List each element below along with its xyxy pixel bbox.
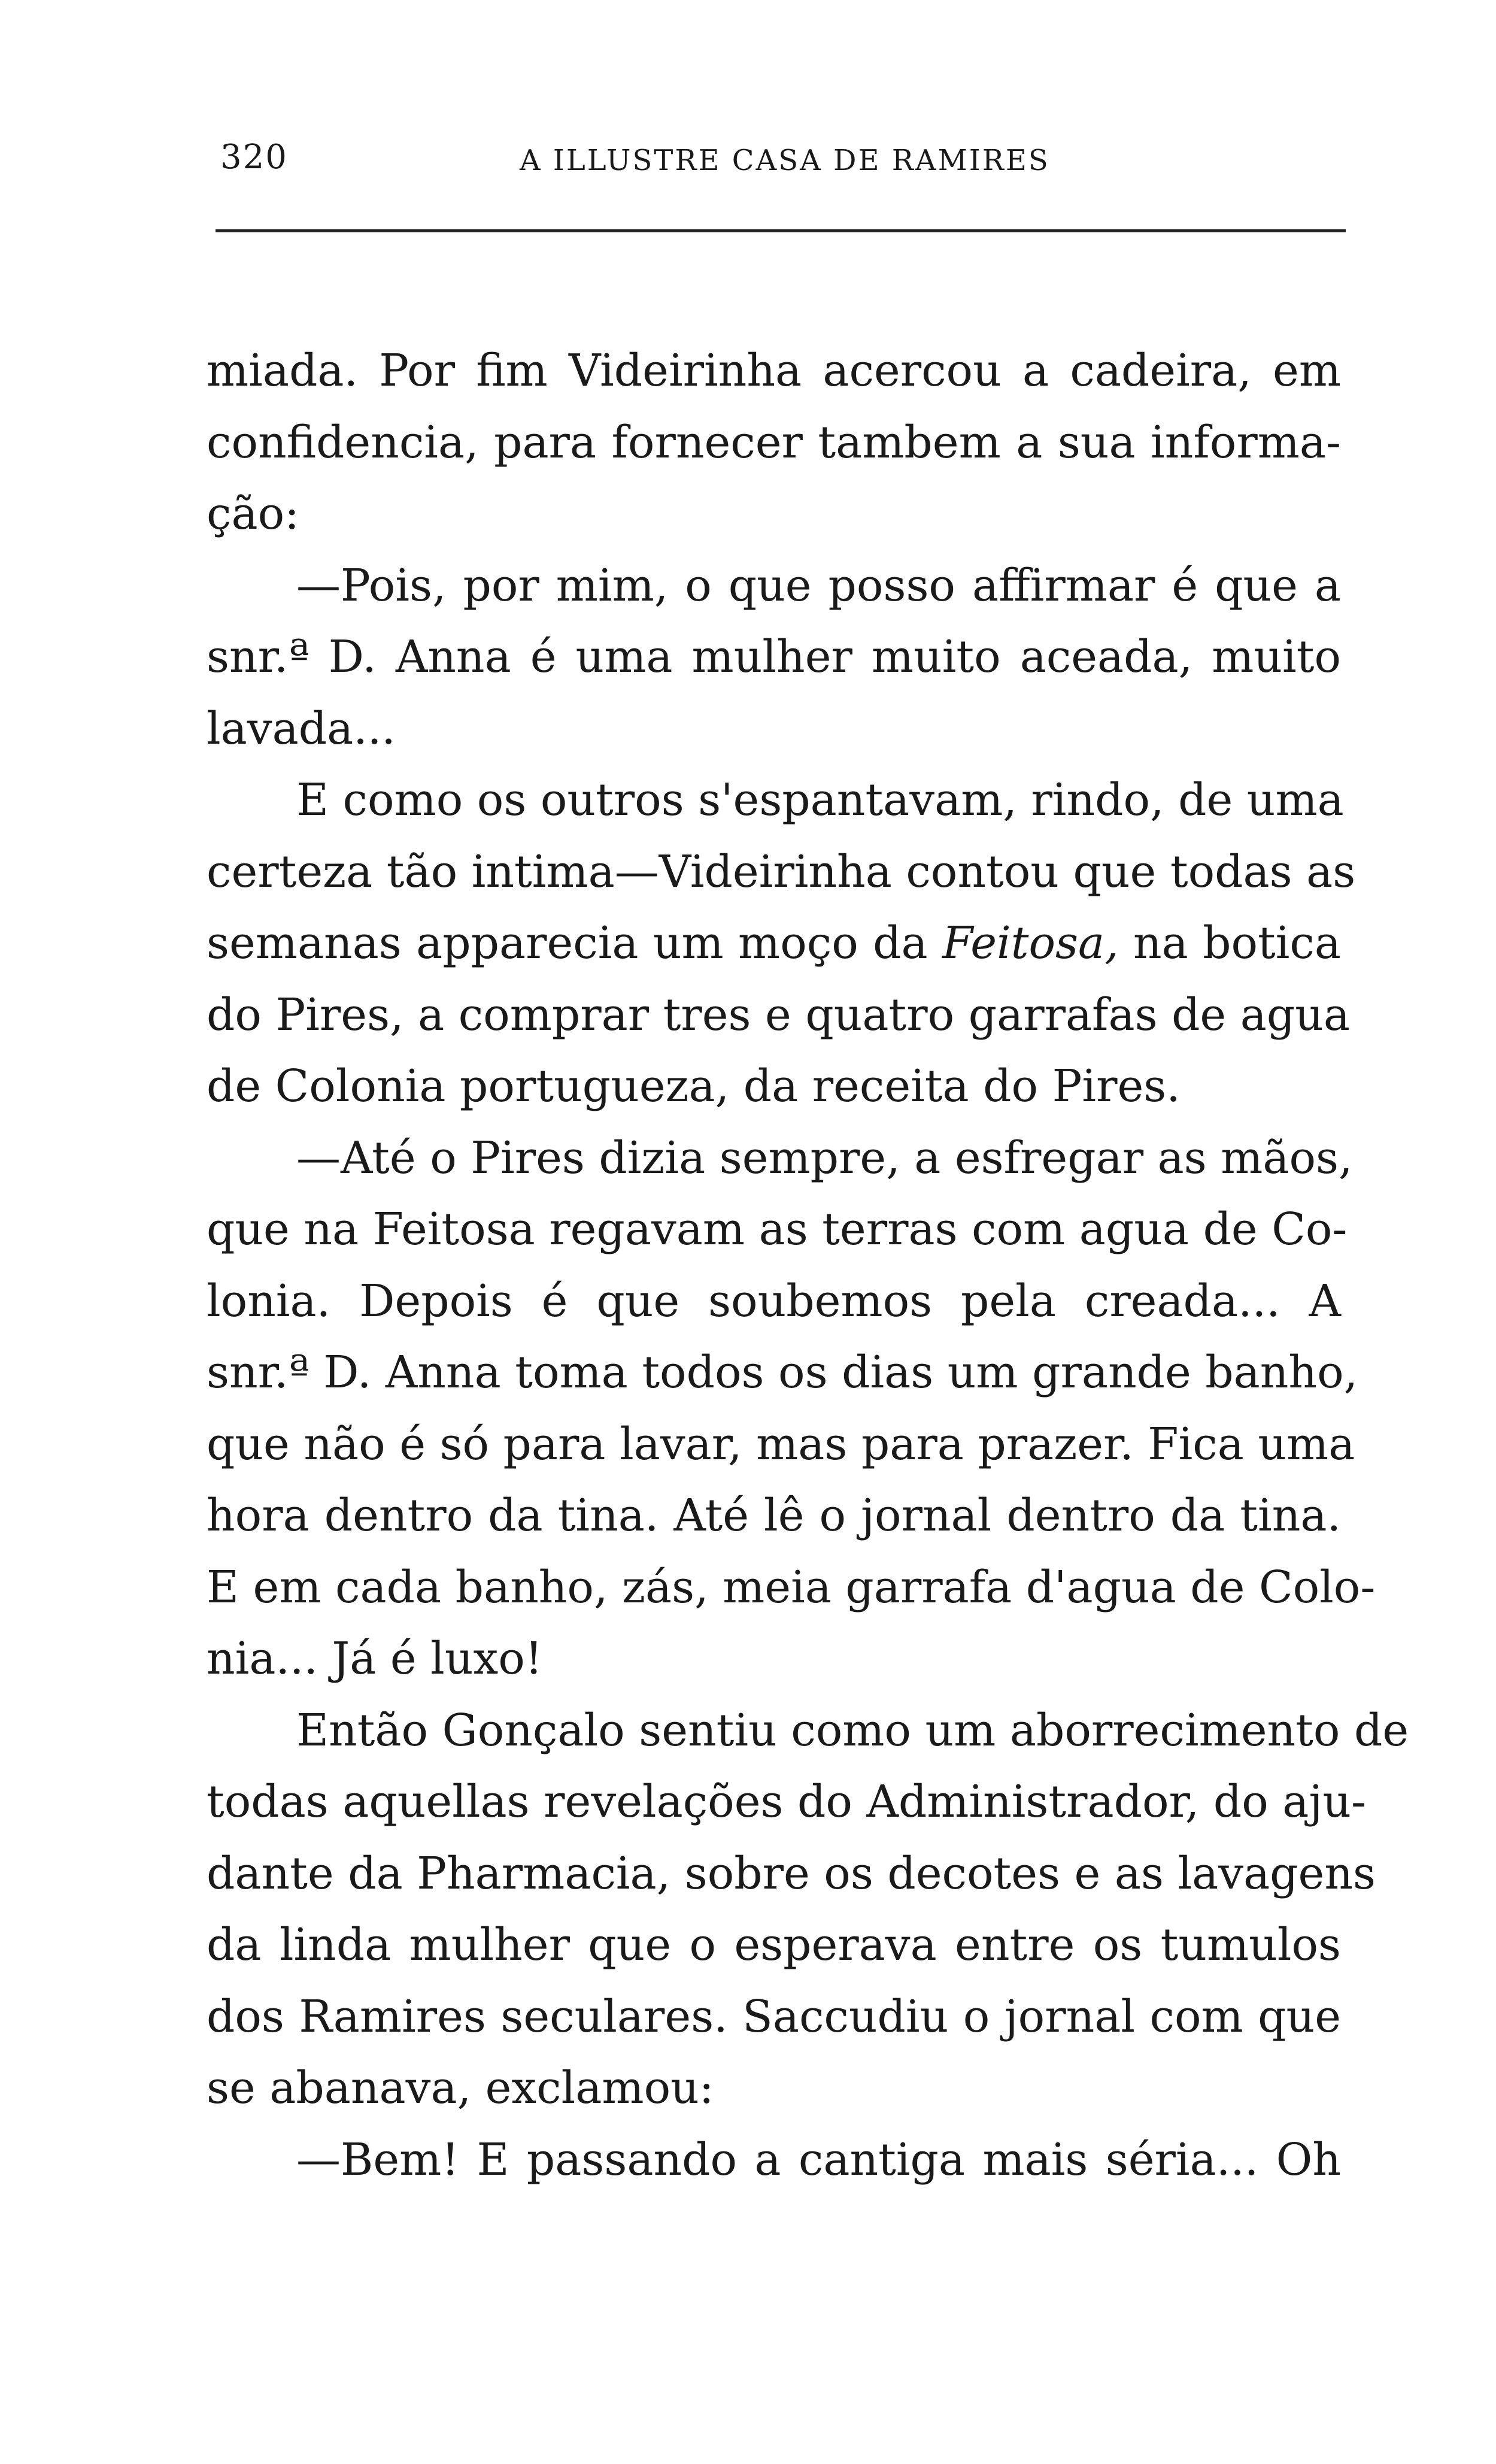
text-line: que não é só para lavar, mas para prazer. Fica uma [207, 1418, 1355, 1470]
text-line: que na Feitosa regavam as terras com agua de Co- [207, 1204, 1348, 1255]
italic-word: Feitosa, [942, 917, 1119, 969]
text-line: E como os outros s'espantavam, rindo, de uma [296, 774, 1344, 826]
text-line: dos Ramires seculares. Saccudiu o jornal com que [207, 1990, 1341, 2042]
page-header [220, 138, 1346, 204]
text-line: snr.ª D. Anna é uma mulher muito aceada, muito [207, 631, 1341, 683]
running-title: A ILLUSTRE CASA DE RAMIRES [520, 144, 1050, 177]
text-line: lavada... [207, 702, 396, 754]
header-rule [216, 229, 1346, 232]
text-line: —Até o Pires dizia sempre, a esfregar as mãos, [296, 1132, 1353, 1184]
body-text [207, 335, 1409, 2196]
text-line: do Pires, a comprar tres e quatro garrafas de agua [207, 989, 1351, 1041]
text-line: lonia. Depois é que soubemos pela creada... A [207, 1275, 1341, 1327]
text-line: Então Gonçalo sentiu como um aborrecimento de [296, 1704, 1409, 1756]
text-line: de Colonia portugueza, da receita do Pires. [207, 1060, 1181, 1112]
text-line: nia... Já é luxo! [207, 1633, 543, 1684]
text-line: —Pois, por mim, o que posso affirmar é que a [296, 559, 1341, 611]
text-line: semanas apparecia um moço da Feitosa, na botica [207, 917, 1341, 969]
text-line: ção: [207, 488, 300, 540]
text-line: confidencia, para fornecer tambem a sua informa- [207, 416, 1341, 468]
text-line: hora dentro da tina. Até lê o jornal dentro da tina. [207, 1490, 1341, 1541]
text-line: todas aquellas revelações do Administrador, do aju- [207, 1776, 1367, 1827]
text-line: se abanava, exclamou: [207, 2062, 714, 2114]
text-line: snr.ª D. Anna toma todos os dias um grande banho, [207, 1347, 1358, 1398]
text-line: da linda mulher que o esperava entre os tumulos [207, 1919, 1341, 1971]
page-number: 320 [220, 138, 288, 177]
text-line: certeza tão intima—Videirinha contou que todas as [207, 845, 1356, 898]
text-line: miada. Por fim Videirinha acercou a cadeira, em [207, 345, 1341, 396]
text-line: dante da Pharmacia, sobre os decotes e as lavagens [207, 1847, 1376, 1899]
text-line: E em cada banho, zás, meia garrafa d'agua de Colo- [207, 1561, 1376, 1613]
text-line: —Bem! E passando a cantiga mais séria... Oh [296, 2133, 1341, 2186]
